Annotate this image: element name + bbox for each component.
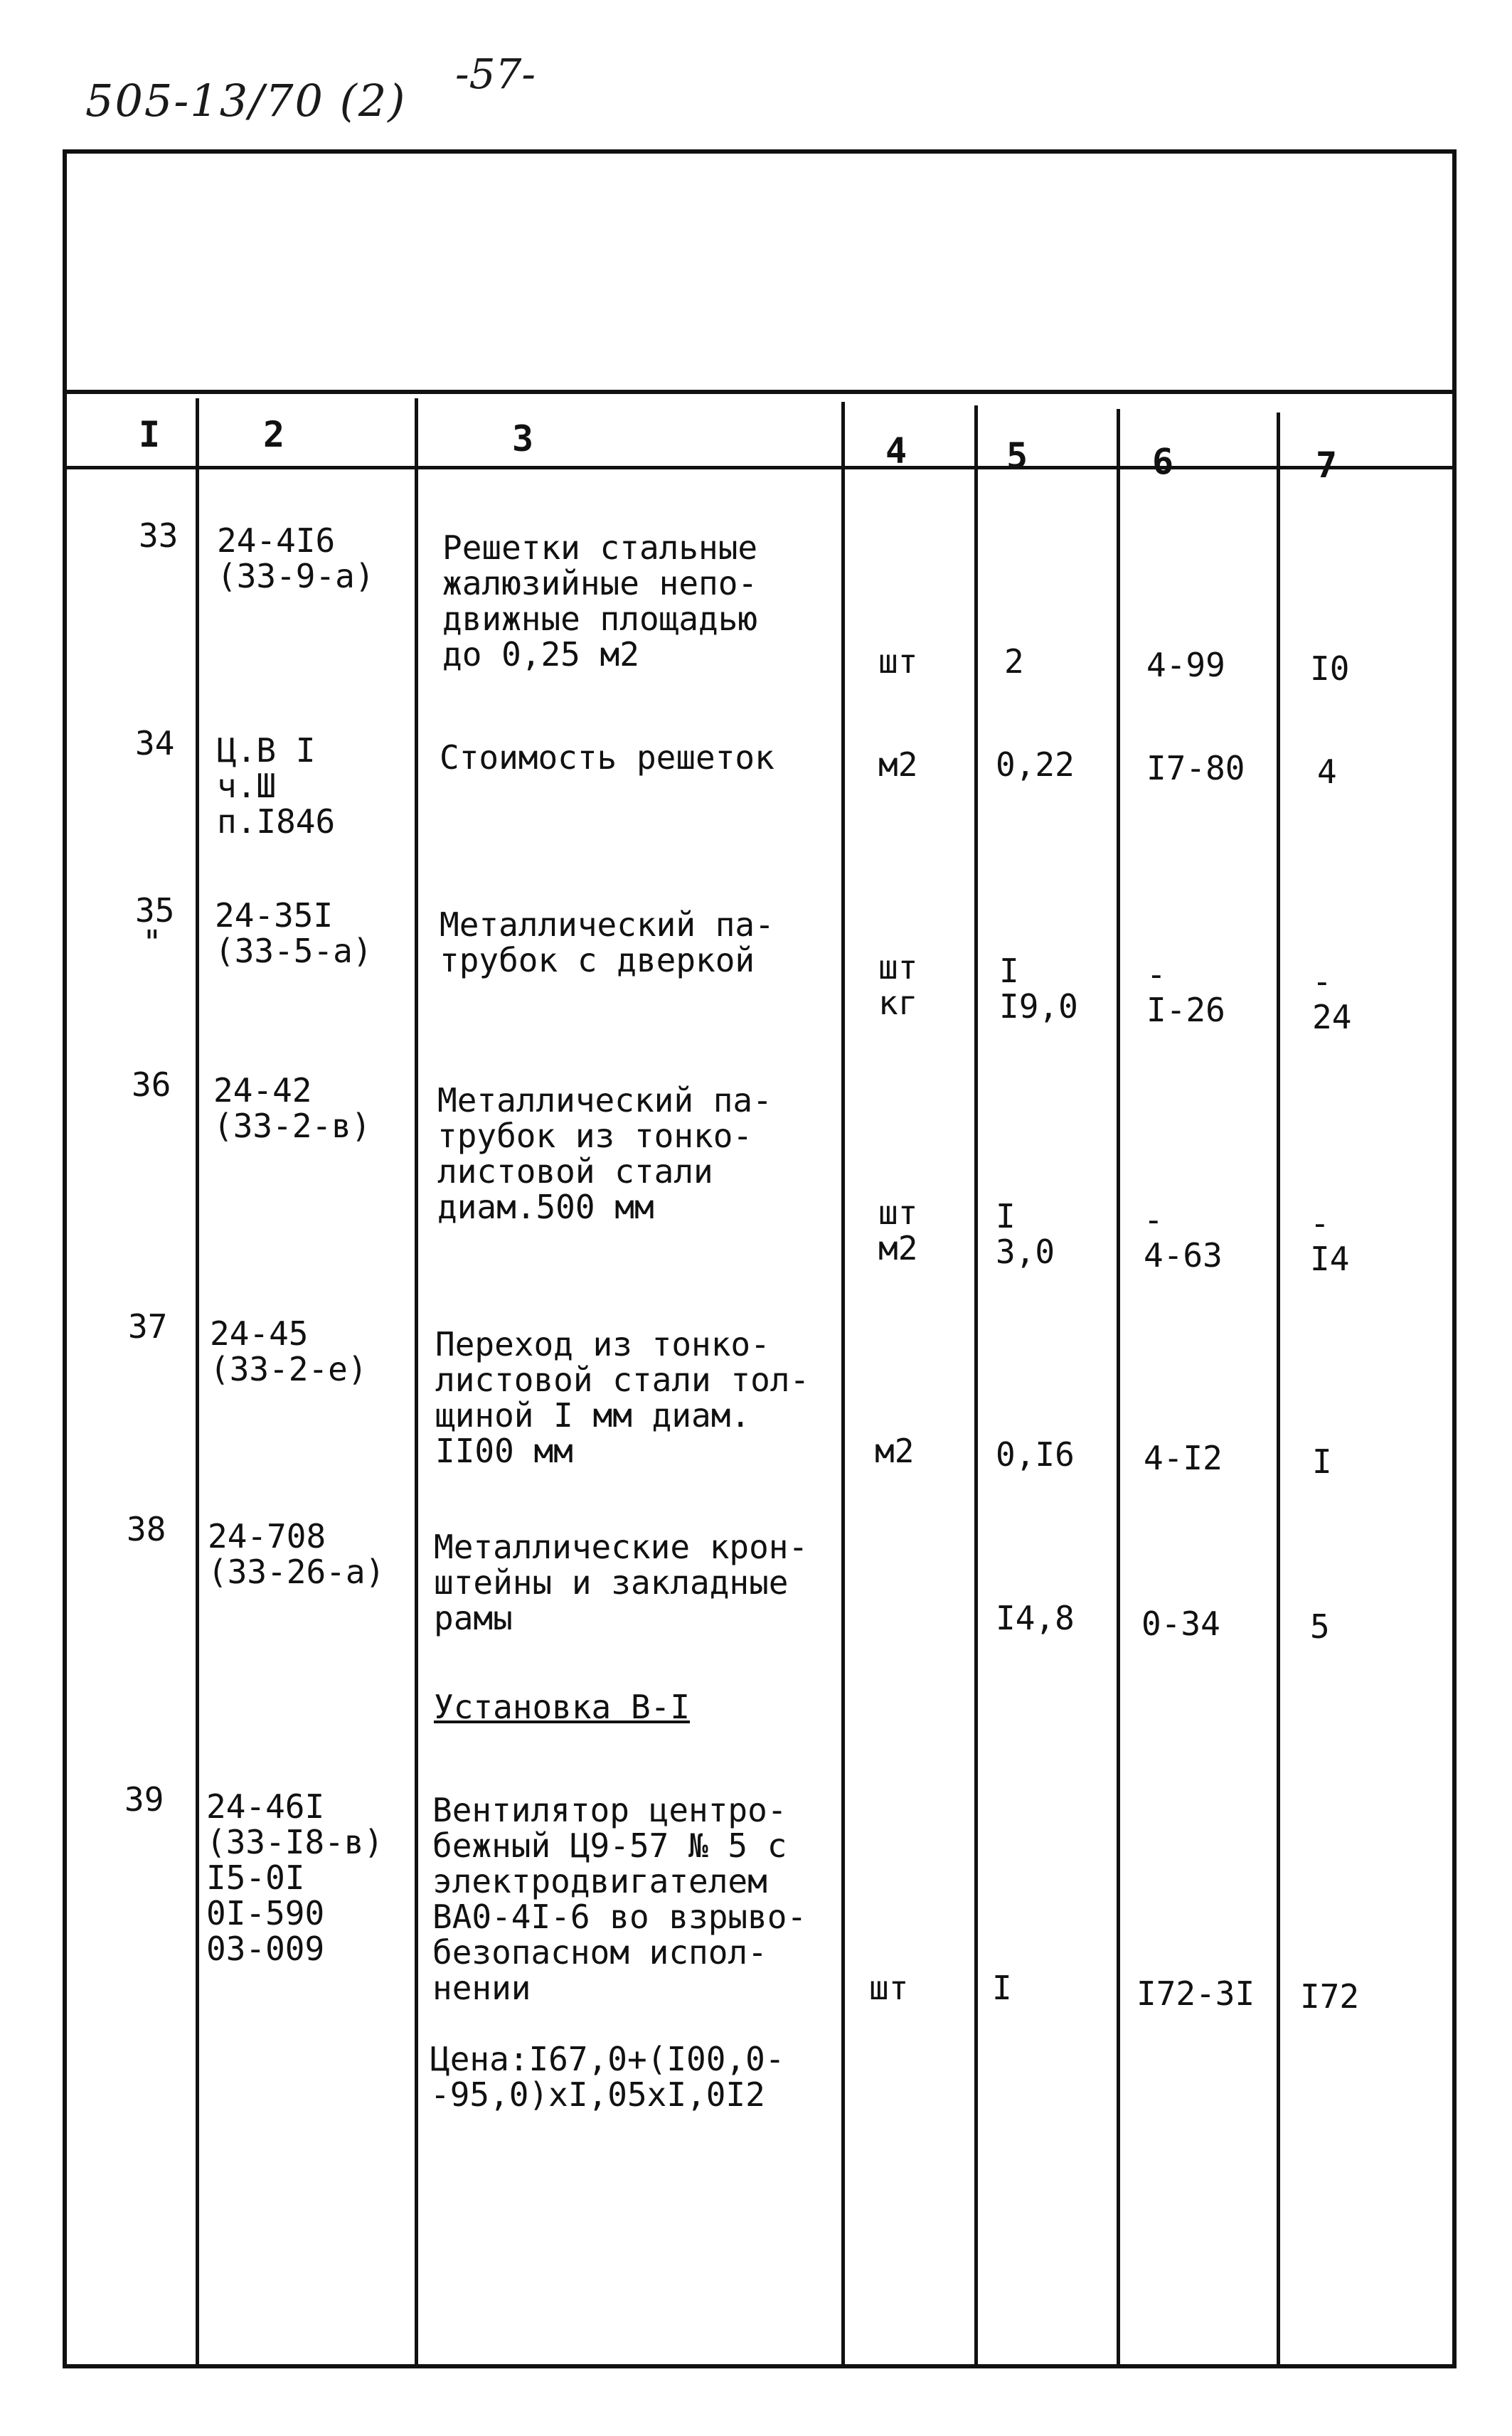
row-34-number: 34	[135, 724, 175, 762]
row-35-code: 24-35I (33-5-а)	[215, 896, 373, 970]
row-39-price: I72-3I	[1136, 1974, 1255, 2013]
row-34-price: I7-80	[1146, 749, 1245, 787]
row-37-price: 4-I2	[1144, 1439, 1223, 1477]
row-37-number: 37	[128, 1307, 168, 1346]
row-38-price: 0-34	[1141, 1605, 1220, 1643]
row-33-code: 24-4I6 (33-9-а)	[217, 521, 375, 595]
col-divider-6	[1277, 413, 1280, 2368]
row-34-qty: 0,22	[996, 745, 1075, 784]
header-bottom-rule	[63, 466, 1457, 469]
col-header-1: I	[139, 414, 161, 455]
col-header-3: 3	[512, 418, 534, 459]
row-35-qty: I I9,0	[999, 952, 1078, 1026]
document-code: 505-13/70 (2)	[85, 75, 407, 127]
col-divider-3	[841, 402, 845, 2368]
row-36-unit: шт м2	[878, 1193, 918, 1267]
row-37-description: Переход из тонко- листовой стали тол- щиной I мм диам. II00 мм	[435, 1325, 810, 1470]
row-36-number: 36	[132, 1065, 171, 1104]
col-header-4: 4	[885, 430, 907, 472]
col-header-5: 5	[1006, 435, 1028, 477]
row-39-unit: шт	[869, 1969, 909, 2007]
page-number: -57-	[455, 50, 536, 98]
col-divider-1	[196, 398, 199, 2368]
row-38-description: Металлические крон- штейны и закладные рамы	[434, 1528, 809, 1637]
row-33-price: 4-99	[1146, 646, 1225, 684]
row-37-total: I	[1312, 1442, 1332, 1481]
section-title: Установка В-I	[434, 1688, 691, 1726]
row-39-total: I72	[1300, 1977, 1360, 2016]
row-38-code: 24-708 (33-26-а)	[208, 1517, 385, 1591]
row-36-price: - 4-63	[1144, 1201, 1223, 1275]
row-38-total: 5	[1310, 1607, 1330, 1646]
row-34-code: Ц.В I ч.Ш п.I846	[217, 731, 336, 841]
row-39-number: 39	[124, 1780, 164, 1819]
row-39-price-note: Цена:I67,0+(I00,0- -95,0)хI,05хI,0I2	[430, 2040, 785, 2114]
row-39-description: Вентилятор центро- бежный Ц9-57 № 5 с электродвигателем ВА0-4I-6 во взрыво- безопасном испол- нении	[432, 1791, 807, 2007]
row-33-description: Решетки стальные жалюзийные непо- движные площадью до 0,25 м2	[442, 528, 758, 674]
col-divider-2	[415, 398, 418, 2368]
row-34-total: 4	[1317, 752, 1337, 791]
row-35-description: Металлический па- трубок с дверкой	[440, 905, 774, 979]
col-header-6: 6	[1152, 441, 1174, 482]
row-33-qty: 2	[1004, 642, 1024, 681]
col-divider-4	[974, 405, 978, 2368]
row-33-number: 33	[139, 516, 179, 555]
row-35-total: - 24	[1312, 962, 1352, 1036]
row-39-qty: I	[992, 1969, 1012, 2007]
row-36-total: - I4	[1310, 1204, 1350, 1278]
row-34-unit: м2	[878, 745, 918, 784]
row-36-qty: I 3,0	[996, 1197, 1055, 1271]
col-header-7: 7	[1316, 445, 1338, 486]
row-35-ditto-mark: "	[142, 923, 162, 962]
row-36-code: 24-42 (33-2-в)	[213, 1071, 371, 1145]
header-top-rule	[63, 390, 1457, 394]
table-frame	[63, 149, 1457, 2368]
row-33-total: I0	[1310, 649, 1350, 688]
col-divider-5	[1117, 409, 1120, 2368]
row-34-description: Стоимость решеток	[440, 738, 774, 777]
row-37-unit: м2	[875, 1432, 915, 1470]
row-35-price: - I-26	[1146, 955, 1225, 1029]
row-36-description: Металлический па- трубок из тонко- листовой стали диам.500 мм	[437, 1081, 772, 1226]
row-38-qty: I4,8	[996, 1599, 1075, 1637]
row-33-unit: шт	[878, 642, 918, 681]
row-38-number: 38	[127, 1510, 166, 1548]
row-35-unit: шт кг	[878, 948, 918, 1022]
col-header-2: 2	[263, 414, 285, 455]
row-39-code: 24-46I (33-I8-в) I5-0I 0I-590 03-009	[206, 1787, 384, 1968]
row-37-code: 24-45 (33-2-е)	[210, 1314, 368, 1388]
row-37-qty: 0,I6	[996, 1435, 1075, 1474]
row-35-number: 35	[135, 891, 175, 930]
